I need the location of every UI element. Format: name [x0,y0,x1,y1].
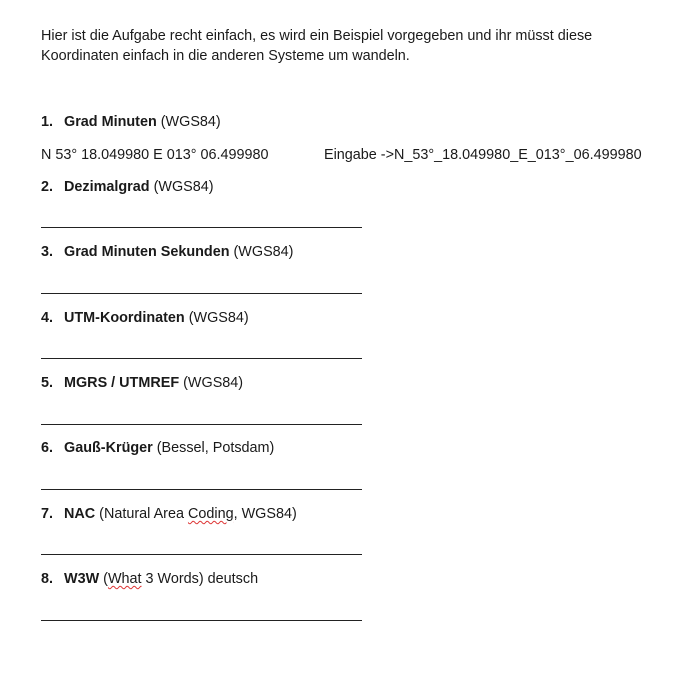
answer-line-nac[interactable] [41,554,362,555]
item-detail: (WGS84) [156,114,221,130]
item-detail: ( [99,571,108,587]
item-number: 5. [41,375,54,391]
intro-line-1: Hier ist die Aufgabe recht einfach, es wird ein Beispiel vorgegeben und ihr müsst diese [41,28,593,44]
item-nac [41,504,297,524]
item-grad-minuten [41,112,221,132]
answer-line-w3w[interactable] [41,620,362,621]
spellcheck-word: Coding [187,506,234,522]
item-dezimalgrad [41,177,214,197]
answer-line-utm[interactable] [41,358,362,359]
answer-line-dezimalgrad[interactable] [41,227,362,228]
item-number: 4. [41,310,54,326]
example-coordinates: N 53° 18.049980 E 013° 06.499980 [41,147,269,163]
intro-line-2: Koordinaten einfach in die anderen Systeme um wandeln. [41,48,410,64]
example-eingabe: Eingabe ->N_53°_18.049980_E_013°_06.499980 [324,147,642,163]
item-number: 3. [41,244,54,260]
item-title: UTM-Koordinaten [64,310,185,326]
item-title: Dezimalgrad [64,179,150,195]
item-title: NAC [64,506,96,522]
item-title: Gauß-Krüger [64,440,153,456]
answer-line-gauss-krueger[interactable] [41,489,362,490]
item-number: 8. [41,571,54,587]
answer-line-mgrs[interactable] [41,424,362,425]
item-number: 7. [41,506,54,522]
intro-text [41,26,641,66]
item-detail: (WGS84) [149,179,214,195]
item-title: Grad Minuten Sekunden [64,244,230,260]
answer-line-grad-minuten-sekunden[interactable] [41,293,362,294]
item-detail: (Bessel, Potsdam) [152,440,275,456]
item-grad-minuten-sekunden [41,242,293,262]
item-title: Grad Minuten [64,114,157,130]
item-number: 6. [41,440,54,456]
item-w3w [41,569,258,589]
item-number: 2. [41,179,54,195]
item-mgrs [41,373,243,393]
item-title: W3W [64,571,100,587]
item-number: 1. [41,114,54,130]
item-detail: 3 Words) deutsch [141,571,259,587]
item-detail: (WGS84) [179,375,244,391]
item-detail: (Natural Area [95,506,188,522]
item-title: MGRS / UTMREF [64,375,180,391]
item-detail: (WGS84) [184,310,249,326]
item-gauss-krueger [41,438,274,458]
item-detail: , WGS84) [233,506,297,522]
item-utm [41,308,249,328]
item-detail: (WGS84) [229,244,294,260]
spellcheck-word: What [107,571,142,587]
